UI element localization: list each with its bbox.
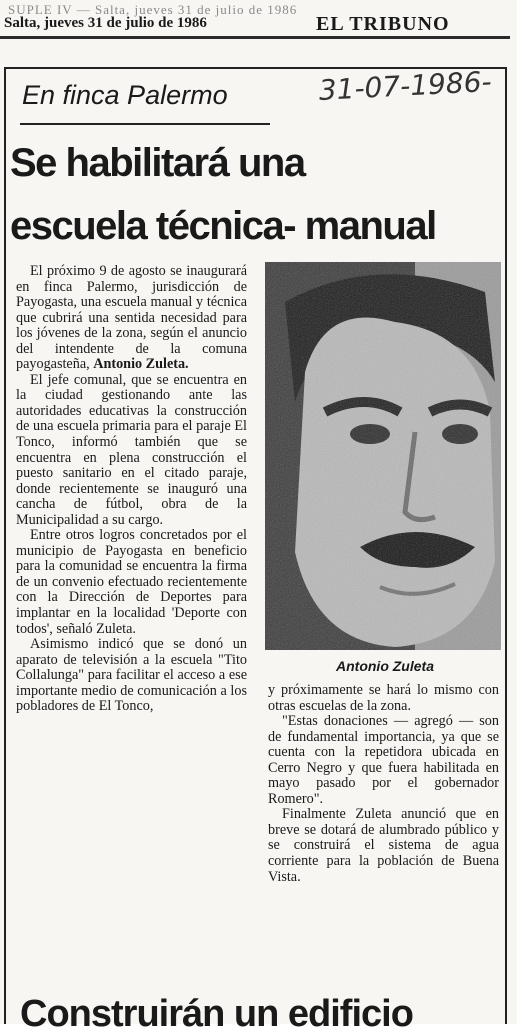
- left-column: [16, 264, 247, 715]
- portrait-image: [265, 262, 501, 650]
- paragraph: El jefe comunal, que se encuentra en la ciudad gestionando ante las autoridades educativas la construcción de una escuela primaria para el paraje El Tonco, informó también que se encuentra en plena construcción el puesto sanitario en el citado paraje, donde recientemente se inauguró una cancha de fútbol, obra de la Municipalidad a su cargo.: [16, 371, 247, 528]
- handwritten-date: 31-07-1986-: [318, 64, 493, 107]
- paragraph: y próximamente se hará lo mismo con otras escuelas de la zona.: [268, 682, 499, 714]
- paragraph: [16, 264, 247, 373]
- paragraph: Asimismo indicó que se donó un aparato de televisión a la escuela "Tito Collalunga" para facilitar el acceso a ese importante medio de comunicación a los pobladores de El Tonco,: [16, 636, 247, 715]
- right-column: [268, 683, 499, 885]
- person-name: Antonio Zuleta.: [93, 356, 189, 373]
- next-article-headline: Construirán un edificio: [20, 993, 413, 1035]
- portrait-photo: [265, 262, 501, 650]
- masthead-rule: [0, 36, 510, 39]
- photo-caption: Antonio Zuleta: [336, 658, 434, 674]
- paragraph: "Estas donaciones — agregó — son de fundamental importancia, ya que se cuenta con la repetidora ubicada en Cerro Negro y que fuera habilitada en mayo pasado por el gobernador Romero".: [268, 713, 499, 807]
- paper-name: EL TRIBUNO: [316, 13, 450, 35]
- headline-line-1: Se habilitará una: [10, 141, 305, 185]
- masthead: [4, 2, 509, 38]
- kicker-rule: [20, 123, 270, 125]
- article-kicker: En finca Palermo: [22, 80, 228, 110]
- paragraph-text: El próximo 9 de agosto se inaugurará en finca Palermo, jurisdicción de Payogasta, una escuela manual y técnica que cubrirá una sentida necesidad para los jóvenes de la zona, según el anuncio del intendente de la comuna payogasteña,: [16, 263, 247, 373]
- bleed-through-text: SUPLE IV — Salta, jueves 31 de julio de 1986: [8, 2, 298, 17]
- dateline: Salta, jueves 31 de julio de 1986: [4, 15, 207, 31]
- paragraph: Finalmente Zuleta anunció que en breve se dotará de alumbrado público y se construirá el sistema de agua corriente para la población de Buena Vista.: [268, 806, 499, 885]
- paragraph: Entre otros logros concretados por el municipio de Payogasta en beneficio para la comunidad se encuentra la firma de un convenio efectuado recientemente con la Dirección de Deportes para implantar en la localidad 'Deporte con todos', señaló Zuleta.: [16, 527, 247, 637]
- headline-line-2: escuela técnica- manual: [10, 204, 436, 248]
